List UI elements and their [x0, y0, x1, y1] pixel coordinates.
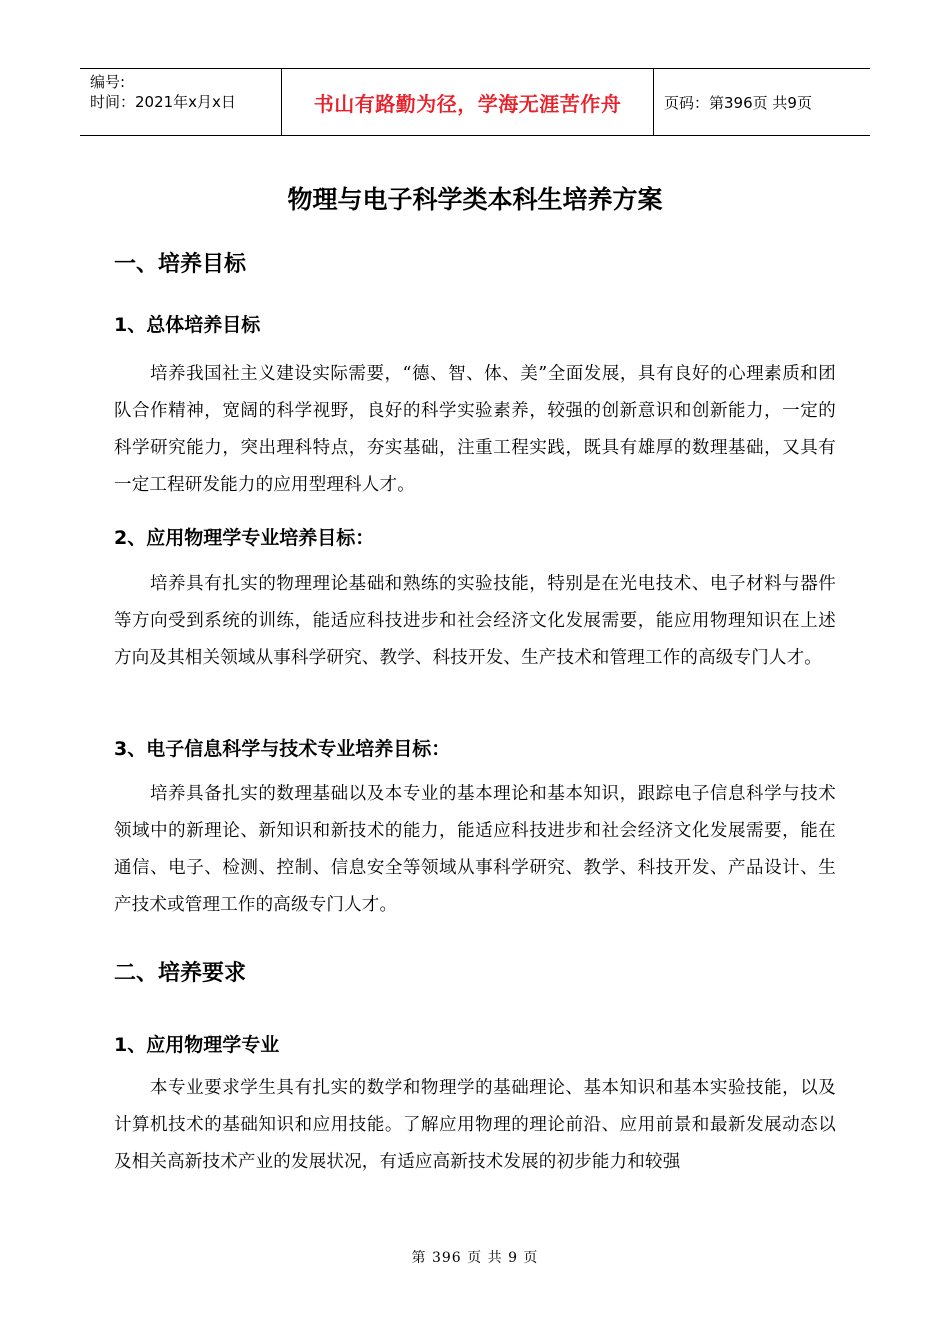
- section-heading-training-goals: 一、培养目标: [114, 252, 247, 277]
- page-footer: 第 396 页 共 9 页: [411, 1250, 539, 1266]
- document-title: 物理与电子科学类本科生培养方案: [287, 185, 663, 214]
- header-motto: 书山有路勤为径，学海无涯苦作舟: [282, 69, 654, 135]
- document-number-label: 编号:: [90, 73, 126, 91]
- header-page-info: 页码：第396页 共9页: [664, 93, 812, 112]
- page-header: [80, 68, 870, 136]
- paragraph-electronic-info-goal: 培养具备扎实的数理基础以及本专业的基本理论和基本知识，跟踪电子信息科学与技术领域中的新理论、新知识和新技术的能力，能适应科技进步和社会经济文化发展需要，能在通信、电子、检测、控制、信息安全等领域从事科学研究、教学、科技开发、产品设计、生产技术或管理工作的高级专门人才。: [114, 784, 836, 915]
- header-meta: [80, 69, 282, 135]
- document-date-label: 时间：2021年x月x日: [90, 93, 236, 111]
- section-heading-training-requirements: 二、培养要求: [114, 961, 247, 986]
- paragraph-applied-physics-requirements: 本专业要求学生具有扎实的数学和物理学的基础理论、基本知识和基本实验技能，以及计算机技术的基础知识和应用技能。了解应用物理的理论前沿、应用前景和最新发展动态以及相关高新技术产业的发展状况，有适应高新技术发展的初步能力和较强: [114, 1078, 836, 1172]
- subsection-heading-electronic-info-goal: 3、电子信息科学与技术专业培养目标：: [114, 738, 451, 760]
- subsection-heading-overall-goal: 1、总体培养目标: [114, 314, 261, 336]
- paragraph-overall-goal: 培养我国社主义建设实际需要，“德、智、体、美”全面发展，具有良好的心理素质和团队合作精神，宽阔的科学视野，良好的科学实验素养，较强的创新意识和创新能力，一定的科学研究能力，突出理科特点，夯实基础，注重工程实践，既具有雄厚的数理基础，又具有一定工程研发能力的应用型理科人才。: [114, 364, 836, 495]
- subsection-heading-applied-physics-major: 1、应用物理学专业: [114, 1034, 280, 1056]
- paragraph-applied-physics-goal: 培养具有扎实的物理理论基础和熟练的实验技能，特别是在光电技术、电子材料与器件等方向受到系统的训练，能适应科技进步和社会经济文化发展需要，能应用物理知识在上述方向及其相关领域从事科学研究、教学、科技开发、生产技术和管理工作的高级专门人才。: [114, 574, 836, 668]
- subsection-heading-applied-physics-goal: 2、应用物理学专业培养目标：: [114, 527, 375, 549]
